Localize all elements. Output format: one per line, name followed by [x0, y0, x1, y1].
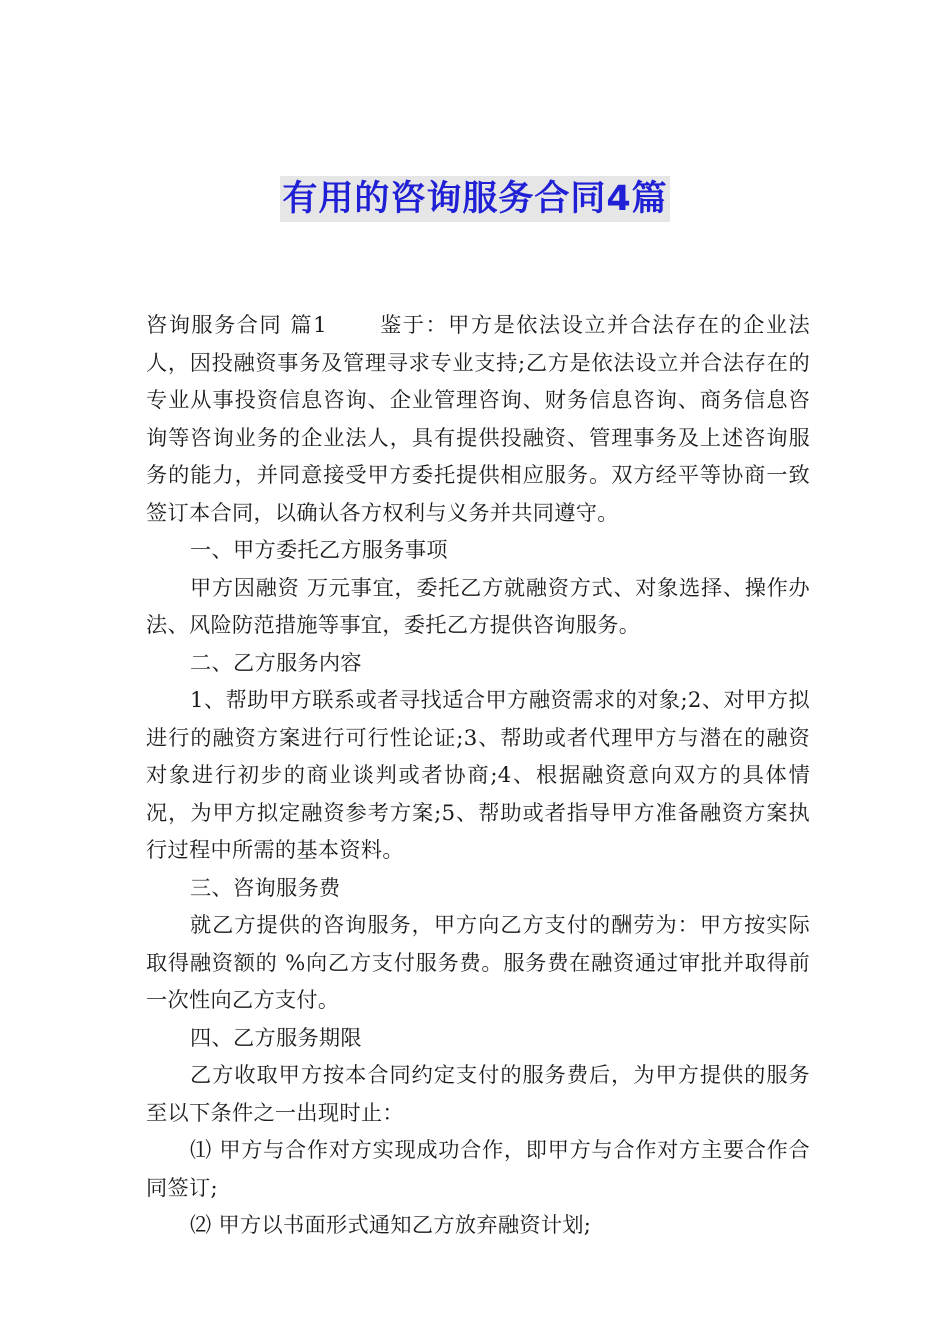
list-item: ⑴ 甲方与合作对方实现成功合作，即甲方与合作对方主要合作合同签订;: [146, 1137, 810, 1200]
section-paragraph: 1、帮助甲方联系或者寻找适合甲方融资需求的对象;2、对甲方拟进行的融资方案进行可行性论证;3、帮助或者代理甲方与潜在的融资对象进行初步的商业谈判或者协商;4、根据融资意向双方的具体情况，为甲方拟定融资参考方案;5、帮助或者指导甲方准备融资方案执行过程中所需的基本资料。: [146, 687, 810, 862]
document-body: [146, 306, 810, 1244]
document-title: 有用的咨询服务合同4篇: [280, 176, 669, 222]
section-heading: 四、乙方服务期限: [190, 1024, 362, 1050]
section-heading: 二、乙方服务内容: [190, 649, 362, 675]
section-heading: 一、甲方委托乙方服务事项: [190, 537, 448, 562]
section-paragraph: 就乙方提供的咨询服务，甲方向乙方支付的酬劳为：甲方按实际取得融资额的 %向乙方支付服务费。服务费在融资通过审批并取得前一次性向乙方支付。: [146, 912, 810, 1012]
lead-text: 鉴于：甲方是依法设立并合法存在的企业法人，因投融资事务及管理寻求专业支持;乙方是依法设立并合法存在的专业从事投资信息咨询、企业管理咨询、财务信息咨询、商务信息咨询等咨询业务的企业法人，具有提供投融资、管理事务及上述咨询服务的能力，并同意接受甲方委托提供相应服务。双方经平等协商一致签订本合同，以确认各方权利与义务并共同遵守。: [146, 312, 810, 525]
section-paragraph: 甲方因融资 万元事宜，委托乙方就融资方式、对象选择、操作办法、风险防范措施等事宜，委托乙方提供咨询服务。: [146, 574, 810, 637]
section-paragraph: 乙方收取甲方按本合同约定支付的服务费后，为甲方提供的服务至以下条件之一出现时止：: [146, 1062, 810, 1125]
lead-paragraph: [146, 306, 810, 531]
section-heading: 三、咨询服务费: [190, 874, 341, 900]
lead-label: 咨询服务合同 篇1: [146, 312, 327, 337]
list-item: ⑵ 甲方以书面形式通知乙方放弃融资计划;: [190, 1212, 592, 1237]
title-container: [0, 176, 950, 222]
